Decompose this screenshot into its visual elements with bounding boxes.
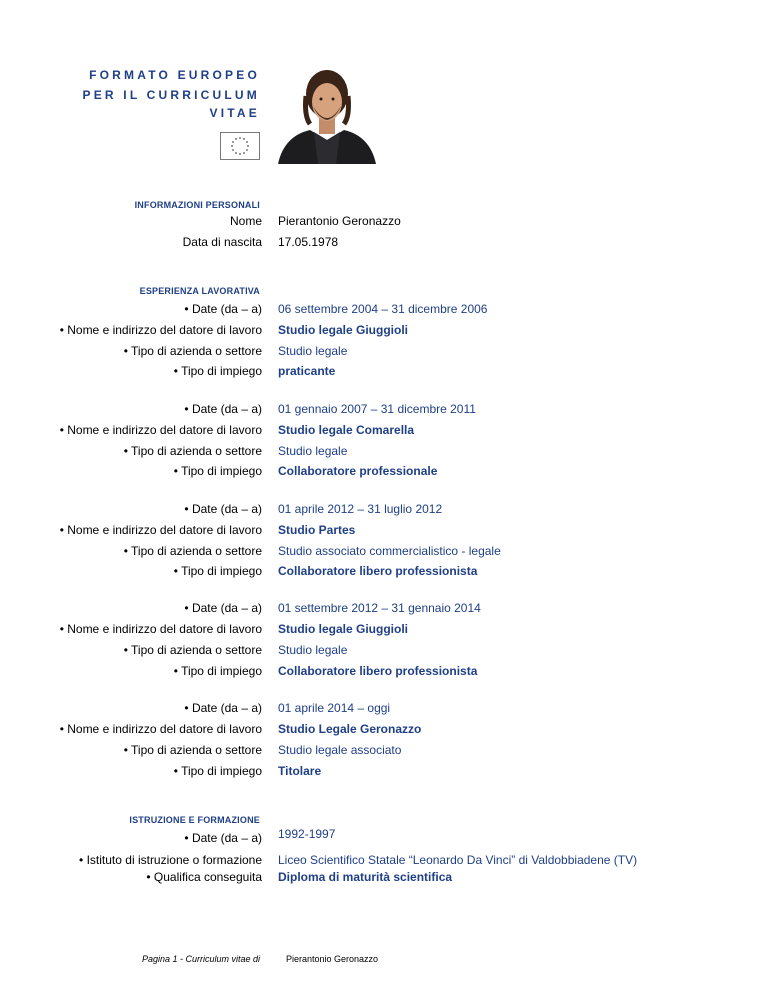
exp-role-value: Collaboratore libero professionista [278,664,478,678]
footer-name: Pierantonio Geronazzo [286,954,379,964]
exp-date-value: 01 aprile 2012 – 31 luglio 2012 [278,502,443,516]
exp-date-value: 01 gennaio 2007 – 31 dicembre 2011 [278,402,476,416]
exp-sector-value: Studio legale [278,344,348,358]
exp-date-label: • Date (da – a) [184,701,262,715]
section-title-personal: INFORMAZIONI PERSONALI [134,200,260,210]
exp-sector-label: • Tipo di azienda o settore [123,444,262,458]
birth-label: Data di nascita [182,235,262,249]
exp-role-label: • Tipo di impiego [173,764,262,778]
exp-employer-value: Studio Partes [278,523,356,537]
exp-role-label: • Tipo di impiego [173,564,262,578]
profile-photo [270,66,384,164]
exp-date-value: 01 aprile 2014 – oggi [278,701,391,715]
birth-value: 17.05.1978 [278,235,339,249]
exp-sector-label: • Tipo di azienda o settore [123,544,262,558]
exp-employer-label: • Nome e indirizzo del datore di lavoro [59,423,262,437]
name-value: Pierantonio Geronazzo [278,214,401,228]
exp-role-value: praticante [278,364,336,378]
footer-page-label: Pagina 1 - Curriculum vitae di [141,954,260,964]
exp-employer-label: • Nome e indirizzo del datore di lavoro [59,722,262,736]
edu-qualification-value: Diploma di maturità scientifica [278,870,453,884]
exp-employer-value: Studio legale Giuggioli [278,622,409,636]
edu-qualification-label: • Qualifica conseguita [146,870,262,884]
cv-title-line-3: VITAE [209,106,260,120]
exp-sector-label: • Tipo di azienda o settore [123,643,262,657]
name-label: Nome [229,214,262,228]
edu-date-label: • Date (da – a) [184,831,262,845]
exp-sector-value: Studio legale [278,444,348,458]
exp-sector-value: Studio associato commercialistico - legale [278,544,501,558]
exp-sector-label: • Tipo di azienda o settore [123,344,262,358]
exp-date-label: • Date (da – a) [184,502,262,516]
exp-employer-label: • Nome e indirizzo del datore di lavoro [59,622,262,636]
exp-employer-value: Studio legale Comarella [278,423,415,437]
section-title-education: ISTRUZIONE E FORMAZIONE [129,815,260,825]
cv-title-line-2: PER IL CURRICULUM [82,88,260,102]
edu-school-value: Liceo Scientifico Statale “Leonardo Da Vinci” di Valdobbiadene (TV) [278,853,638,867]
exp-role-label: • Tipo di impiego [173,664,262,678]
exp-employer-value: Studio legale Giuggioli [278,323,409,337]
exp-employer-label: • Nome e indirizzo del datore di lavoro [59,523,262,537]
exp-role-label: • Tipo di impiego [173,364,262,378]
cv-title-line-1: FORMATO EUROPEO [89,68,260,82]
exp-role-label: • Tipo di impiego [173,464,262,478]
exp-role-value: Collaboratore libero professionista [278,564,478,578]
section-title-experience: ESPERIENZA LAVORATIVA [139,286,260,296]
eu-flag-icon [220,132,260,160]
exp-role-value: Collaboratore professionale [278,464,438,478]
exp-date-label: • Date (da – a) [184,601,262,615]
edu-school-label: • Istituto di istruzione o formazione [79,853,262,867]
exp-employer-label: • Nome e indirizzo del datore di lavoro [59,323,262,337]
exp-sector-value: Studio legale [278,643,348,657]
exp-date-value: 01 settembre 2012 – 31 gennaio 2014 [278,601,481,615]
exp-sector-value: Studio legale associato [278,743,402,757]
exp-employer-value: Studio Legale Geronazzo [278,722,422,736]
exp-role-value: Titolare [278,764,322,778]
exp-date-label: • Date (da – a) [184,402,262,416]
exp-date-label: • Date (da – a) [184,302,262,316]
exp-sector-label: • Tipo di azienda o settore [123,743,262,757]
exp-date-value: 06 settembre 2004 – 31 dicembre 2006 [278,302,488,316]
edu-date-value: 1992-1997 [278,827,336,841]
